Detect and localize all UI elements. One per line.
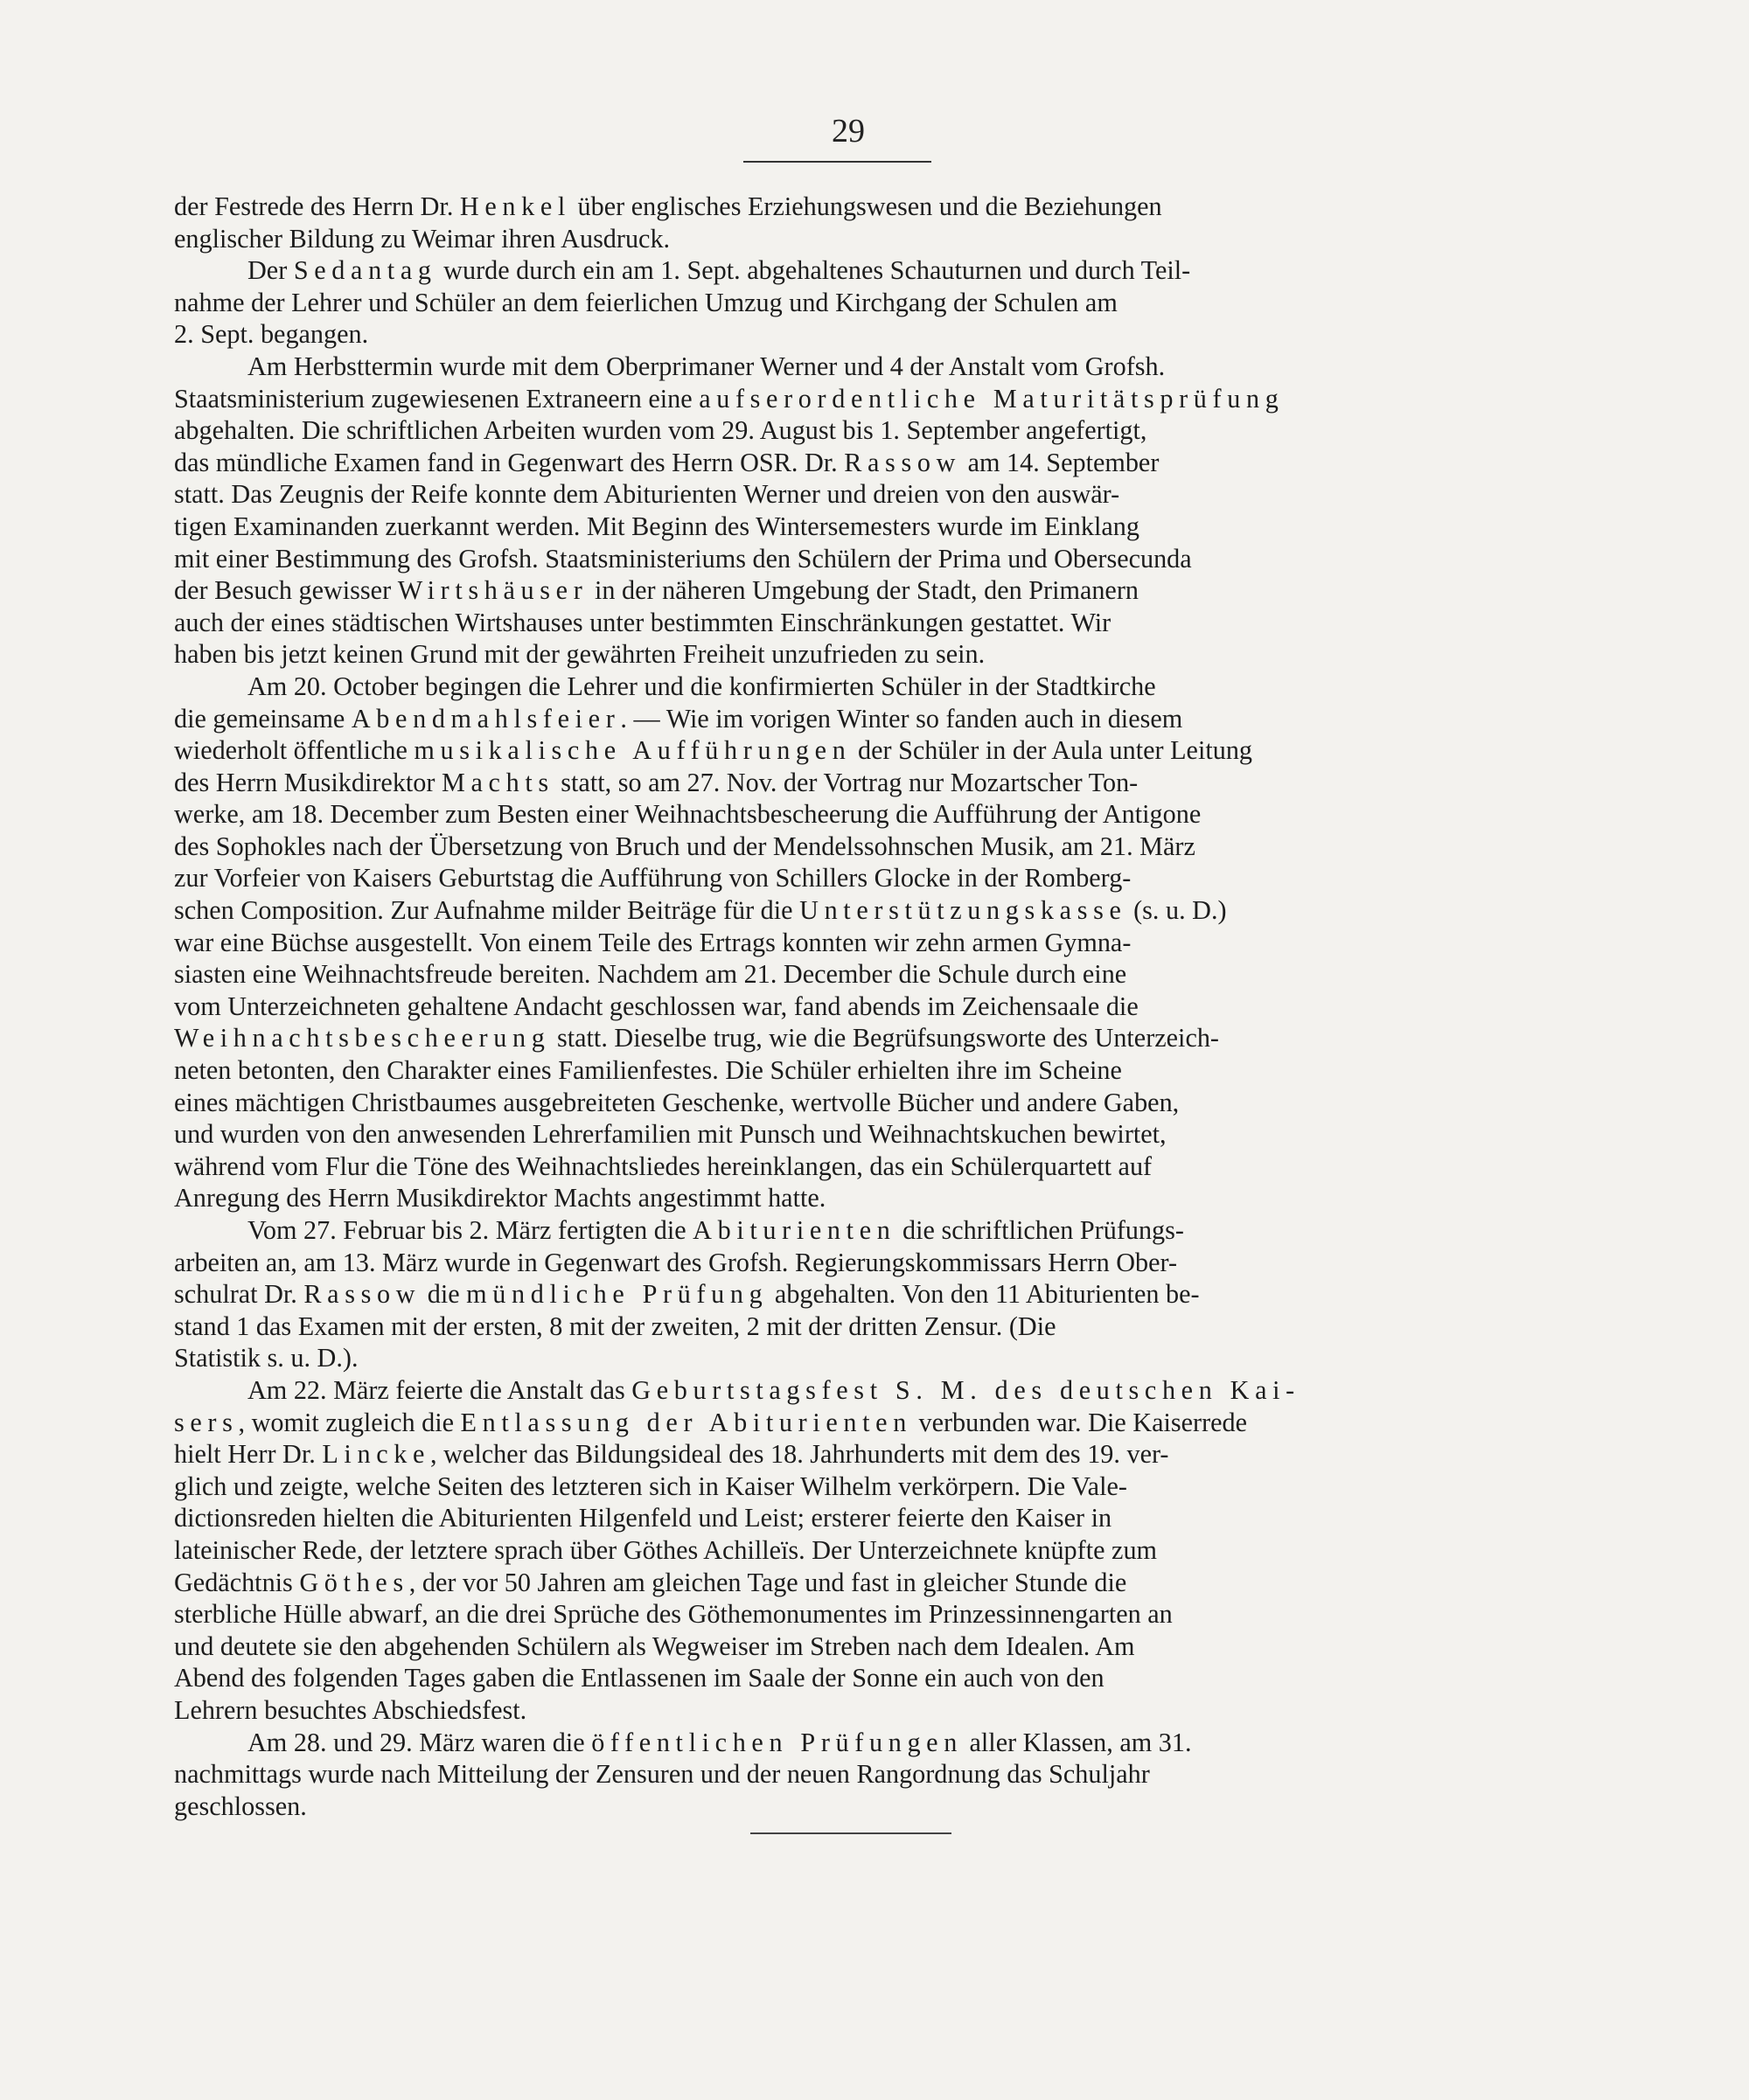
text-line [174,1502,1502,1534]
text-line [174,574,1502,607]
text-run: die [421,1279,467,1310]
text-run: und deutete sie den abgehenden Schülern als Wegweiser im Streben nach dem Idealen. Am [174,1631,1135,1661]
text-run: Statistik s. u. D.). [174,1343,359,1373]
text-line [174,191,1502,223]
spaced-emphasis: Lincke [322,1439,431,1470]
text-line [174,1694,1502,1727]
text-line [174,1438,1502,1471]
text-run: Staatsministerium zugewiesenen Extraneern eine [174,383,700,414]
text-line [174,671,1502,703]
text-run: Vom 27. Februar bis 2. März fertigten die [247,1215,693,1245]
spaced-emphasis: musikalische Aufführungen [414,735,852,766]
text-run: englischer Bildung zu Weimar ihren Ausdruck. [174,223,671,254]
spaced-emphasis: Unterstützungskasse [799,895,1127,926]
text-line [174,734,1502,767]
text-line [174,1534,1502,1567]
text-line [174,1791,1502,1823]
text-run: nahme der Lehrer und Schüler an dem feierlichen Umzug und Kirchgang der Schulen am [174,287,1118,317]
text-run: war eine Büchse ausgestellt. Von einem Teile des Ertrags konnten wir zehn armen Gymna- [174,927,1132,957]
text-run: der Schüler in der Aula unter Leitung [851,735,1253,766]
footer-rule [750,1832,951,1834]
text-run: am 14. September [961,447,1160,477]
text-run: Anregung des Herrn Musikdirektor Machts angestimmt hatte. [174,1183,826,1213]
text-run: auch der eines städtischen Wirtshauses unter bestimmten Einschränkungen gestattet. Wir [174,607,1111,637]
text-line [174,511,1502,543]
text-run: haben bis jetzt keinen Grund mit der gewährten Freiheit unzufrieden zu sein. [174,639,986,670]
text-line [174,638,1502,671]
text-line [174,1054,1502,1087]
text-run: des Sophokles nach der Übersetzung von Bruch und der Mendelssohnschen Musik, am 21. März [174,831,1195,861]
text-run: eines mächtigen Christbaumes ausgebreiteten Geschenke, wertvolle Bücher und andere Gaben, [174,1087,1180,1117]
spaced-emphasis: Rassow [303,1279,422,1310]
text-line [174,1342,1502,1374]
text-line [174,351,1502,383]
text-line [174,1182,1502,1214]
text-line [174,831,1502,863]
text-line [174,927,1502,959]
text-line [174,862,1502,894]
text-line [174,991,1502,1023]
text-run: der Besuch gewisser [174,575,398,606]
text-line [174,478,1502,511]
text-run: Lehrern besuchtes Abschiedsfest. [174,1694,527,1725]
text-line [174,607,1502,639]
text-run: neten betonten, den Charakter eines Familienfestes. Die Schüler erhielten ihre im Scheine [174,1055,1122,1086]
text-run: statt, so am 27. Nov. der Vortrag nur Mozartscher Ton- [554,767,1139,797]
text-run: abgehalten. Die schriftlichen Arbeiten wurden vom 29. August bis 1. September angefertigt, [174,415,1147,446]
text-line [174,1567,1502,1599]
text-run: Am 20. October begingen die Lehrer und die konfirmierten Schüler in der Stadtkirche [247,671,1156,701]
text-line [174,1151,1502,1183]
spaced-emphasis: Entlassung der Abiturienten [460,1407,912,1437]
text-line [174,447,1502,479]
text-run: glich und zeigte, welche Seiten des letzteren sich in Kaiser Wilhelm verkörpern. Die Vale- [174,1471,1127,1501]
text-line [174,543,1502,575]
text-line [174,1631,1502,1663]
text-line [174,1311,1502,1343]
spaced-emphasis: Göthes [299,1567,409,1597]
text-line [174,1598,1502,1631]
spaced-emphasis: Rassow [844,447,962,477]
text-run: in der näheren Umgebung der Stadt, den Primanern [588,575,1139,606]
header-rule [743,161,931,163]
text-line [174,798,1502,831]
text-line [174,1087,1502,1119]
text-run: statt. Das Zeugnis der Reife konnte dem Abiturienten Werner und dreien von den auswär- [174,479,1120,510]
text-line [174,1727,1502,1759]
spaced-emphasis: Sedantag [293,255,437,286]
text-run: schen Composition. Zur Aufnahme milder Beiträge für die [174,895,800,926]
text-run: Am Herbsttermin wurde mit dem Oberprimaner Werner und 4 der Anstalt vom Grofsh. [247,351,1166,381]
text-line [174,1214,1502,1247]
text-run: tigen Examinanden zuerkannt werden. Mit Beginn des Wintersemesters wurde im Einklang [174,511,1139,541]
text-run: Gedächtnis [174,1567,300,1597]
text-line [174,703,1502,735]
text-run: der Festrede des Herrn Dr. [174,191,460,221]
text-run: die gemeinsame [174,703,352,734]
text-run: stand 1 das Examen mit der ersten, 8 mit der zweiten, 2 mit der dritten Zensur. (Die [174,1311,1056,1341]
text-run: Am 22. März feierte die Anstalt das [247,1374,632,1405]
text-run: Der [247,255,294,286]
body-text [174,191,1502,1822]
text-run: über englisches Erziehungswesen und die Beziehungen [570,191,1162,221]
text-run: schulrat Dr. [174,1279,304,1310]
text-line [174,1374,1502,1407]
spaced-emphasis: aufserordentliche Maturitätsprüfung [699,383,1285,414]
spaced-emphasis: Geburtstagsfest S. M. des deutschen Kai- [631,1374,1300,1405]
spaced-emphasis: Abiturienten [693,1215,896,1245]
spaced-emphasis: öffentlichen Prüfungen [591,1727,963,1757]
text-run: während vom Flur die Töne des Weihnachtsliedes hereinklangen, das ein Schülerquartett auf [174,1151,1153,1181]
text-line [174,287,1502,319]
text-line [174,1278,1502,1311]
text-run: , womit zugleich die [238,1407,461,1437]
text-line [174,1758,1502,1791]
text-run: die schriftlichen Prüfungs- [895,1215,1184,1245]
text-run: vom Unterzeichneten gehaltene Andacht geschlossen war, fand abends im Zeichensaale die [174,991,1139,1021]
text-line [174,1022,1502,1054]
text-run: Abend des folgenden Tages gaben die Entlassenen im Saale der Sonne ein auch von den [174,1663,1104,1693]
text-run: Am 28. und 29. März waren die [247,1727,592,1757]
text-run: das mündliche Examen fand in Gegenwart des Herrn OSR. Dr. [174,447,845,477]
spaced-emphasis: Wirtshäuser [397,575,589,606]
text-run: statt. Dieselbe trug, wie die Begrüfsungsworte des Unterzeich- [550,1023,1219,1053]
spaced-emphasis: sers [174,1407,239,1437]
text-run: des Herrn Musikdirektor [174,767,442,797]
spaced-emphasis: mündliche Prüfung [466,1279,769,1310]
text-run: geschlossen. [174,1791,307,1821]
text-line [174,1662,1502,1694]
text-line [174,1471,1502,1503]
text-run: wiederholt öffentliche [174,735,415,766]
text-run: (s. u. D.) [1126,895,1227,926]
text-run: mit einer Bestimmung des Grofsh. Staatsministeriums den Schülern der Prima und Obersecunda [174,543,1192,574]
text-run: , der vor 50 Jahren am gleichen Tage und fast in gleicher Stunde die [408,1567,1127,1597]
text-line [174,894,1502,927]
text-run: dictionsreden hielten die Abiturienten Hilgenfeld und Leist; ersterer feierte den Kaiser in [174,1503,1112,1533]
text-run: nachmittags wurde nach Mitteilung der Zensuren und der neuen Rangordnung das Schuljahr [174,1759,1150,1790]
text-run: werke, am 18. December zum Besten einer Weihnachtsbescheerung die Aufführung der Antigone [174,799,1202,830]
spaced-emphasis: Machts [442,767,554,797]
text-line [174,1118,1502,1151]
text-run: verbunden war. Die Kaiserrede [911,1407,1248,1437]
text-run: hielt Herr Dr. [174,1439,323,1470]
text-line [174,383,1502,415]
text-line [174,1247,1502,1279]
text-line [174,767,1502,799]
spaced-emphasis: Henkel [459,191,571,221]
spaced-emphasis: Abendmahlsfeier [351,703,621,734]
text-run: . — Wie im vorigen Winter so fanden auch in diesem [620,703,1183,734]
text-run: abgehalten. Von den 11 Abiturienten be- [768,1279,1200,1310]
text-line [174,958,1502,991]
text-run: sterbliche Hülle abwarf, an die drei Sprüche des Göthemonumentes im Prinzessinnengarten an [174,1599,1173,1630]
text-line [174,254,1502,287]
text-run: und wurden von den anwesenden Lehrerfamilien mit Punsch und Weihnachtskuchen bewirtet, [174,1119,1167,1150]
text-run: zur Vorfeier von Kaisers Geburtstag die Aufführung von Schillers Glocke in der Romberg- [174,863,1132,894]
page-number: 29 [832,113,865,150]
text-run: aller Klassen, am 31. [962,1727,1192,1757]
text-line [174,223,1502,255]
text-line [174,1407,1502,1439]
spaced-emphasis: Weihnachtsbescheerung [174,1023,551,1053]
text-line [174,414,1502,447]
text-run: wurde durch ein am 1. Sept. abgehaltenes Schauturnen und durch Teil- [436,255,1191,286]
text-run: , welcher das Bildungsideal des 18. Jahrhunderts mit dem des 19. ver- [430,1439,1169,1470]
text-run: siasten eine Weihnachtsfreude bereiten. Nachdem am 21. December die Schule durch eine [174,959,1127,990]
text-run: arbeiten an, am 13. März wurde in Gegenwart des Grofsh. Regierungskommissars Herrn Ober- [174,1247,1178,1277]
text-run: 2. Sept. begangen. [174,319,369,350]
text-line [174,318,1502,351]
text-run: lateinischer Rede, der letztere sprach über Göthes Achilleïs. Der Unterzeichnete knüpfte zum [174,1534,1158,1565]
